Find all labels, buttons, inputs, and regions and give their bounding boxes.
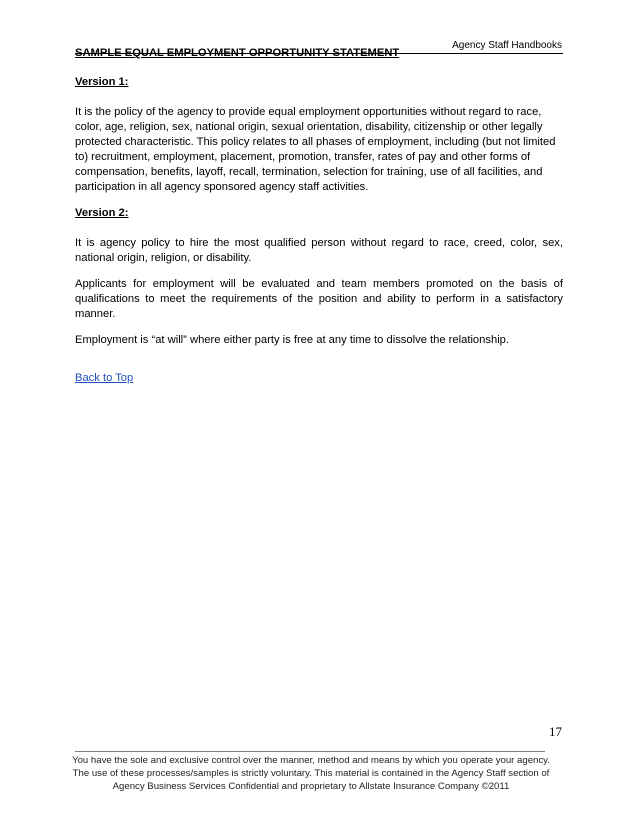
version-2-heading: Version 2: xyxy=(75,207,129,219)
back-to-top-link[interactable]: Back to Top xyxy=(75,372,134,384)
footer-disclaimer: You have the sole and exclusive control over the manner, method and means by which you operate your agency. The use of these processes/samples is strictly voluntary. This material is contained in the Agency Staff section of Agency Business Services Confidential and proprietary to Allstate Insurance Company ©2011 xyxy=(72,755,550,792)
version-1-paragraph: It is the policy of the agency to provide equal employment opportunities without regard to race, color, age, religion, sex, national origin, sexual orientation, disability, citizenship or other legally protected characteristic. This policy relates to all phases of employment, including (but not limited to) recruitment, employment, placement, promotion, transfer, rates of pay and other forms of compensation, benefits, layoff, recall, termination, selection for training, use of all facilities, and participation in all agency sponsored agency staff activities. xyxy=(75,106,556,193)
version-2-paragraph-3: Employment is “at will” where either party is free at any time to dissolve the relationship. xyxy=(75,334,510,346)
document-title: SAMPLE EQUAL EMPLOYMENT OPPORTUNITY STATEMENT xyxy=(75,47,400,59)
document-body xyxy=(75,46,563,386)
footer-rule xyxy=(75,751,545,752)
version-1-heading: Version 1: xyxy=(75,76,129,88)
version-2-paragraph-1: It is agency policy to hire the most qualified person without regard to race, creed, color, sex, national origin, religion, or disability. xyxy=(75,237,563,264)
running-header: Agency Staff Handbooks xyxy=(452,40,562,51)
page-number: 17 xyxy=(549,724,562,739)
version-2-paragraph-2: Applicants for employment will be evaluated and team members promoted on the basis of qualifications to meet the requirements of the position and ability to perform in a satisfactory manner. xyxy=(75,278,563,320)
